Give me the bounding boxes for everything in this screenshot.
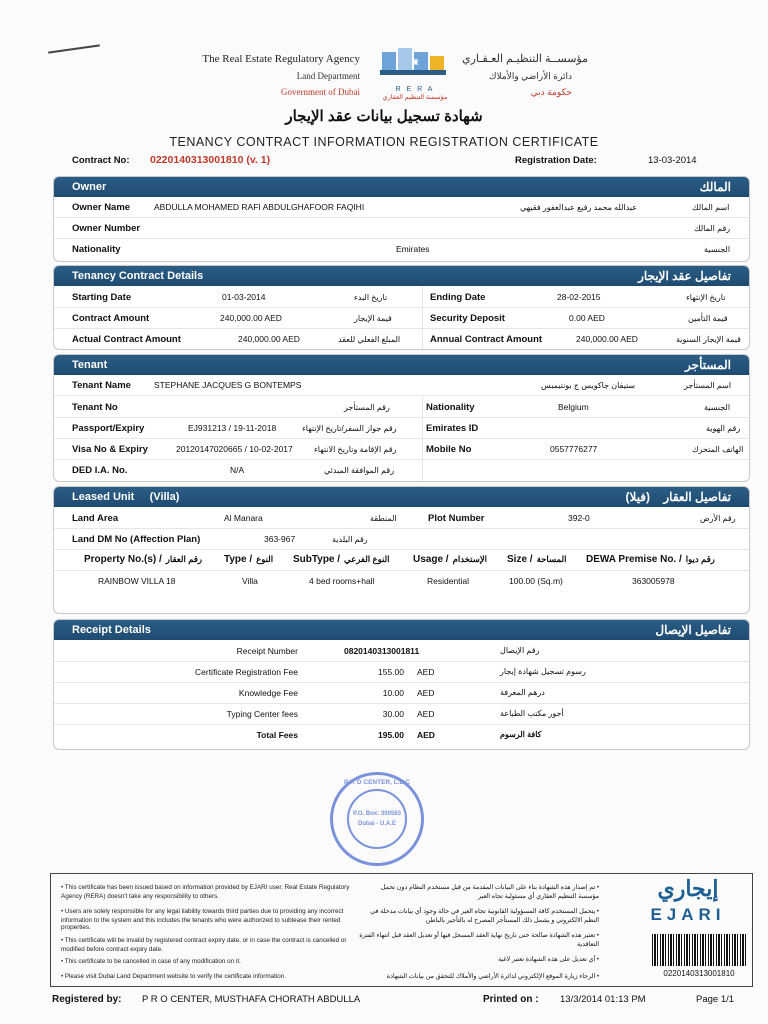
fee-currency: AED [417, 688, 435, 698]
col-usage: Usage / الإستخدام [413, 554, 488, 565]
tenant-title-ar: المستأجر [685, 358, 731, 372]
ded-ar-label: رقم الموافقة المبدئي [324, 466, 395, 475]
fee-label: Certificate Registration Fee [195, 667, 298, 677]
contract-section [53, 265, 750, 350]
fee-value: 30.00 [382, 709, 404, 719]
annual-amount-ar-label: قيمة الإيجار السنوية [676, 335, 741, 344]
land-area-ar-label: المنطقة [370, 514, 397, 523]
tenant-no-label: Tenant No [72, 402, 118, 413]
unit-type-paren-ar: (فيلا) [625, 490, 651, 504]
owner-header [54, 177, 749, 197]
logo-text-ar: مؤسسة التنظيم العقاري [382, 94, 448, 101]
unit-section [53, 486, 750, 614]
tenant-nationality-label: Nationality [426, 402, 475, 413]
note-ar: • تعتبر هذه الشهادة صالحة حتى تاريخ نهاية العقد المسجل فيها أو تعديل العقد قبل انتهاء الفترة التعاقدية [359, 932, 599, 948]
ejari-logo-ar: إيجاري [657, 876, 719, 901]
col-property-ar: رقم العقار [165, 554, 203, 564]
rera-logo [378, 44, 452, 100]
tenant-no-ar-label: رقم المستأجر [344, 403, 390, 412]
unit-title: Leased Unit [72, 491, 135, 503]
tenant-header [54, 355, 749, 375]
ejari-logo-en: EJARI [650, 905, 726, 924]
note-ar: • الرجاء زيارة الموقع الإلكتروني لدائرة الأراضي والأملاك للتحقق من بيانات الشهادة [386, 973, 599, 980]
note-ar: • تم إصدار هذه الشهادة بناء على البيانات المقدمة من قبل مستخدم النظام دون تحمل مؤسسة التنظيم العقاري أي مسئولية تجاه الغير [380, 884, 599, 900]
barcode [652, 934, 746, 966]
note-en: • This certificate has been issued based on information provided by EJARI user. Real Estate Regulatory Agency (RERA) doesn't take any responsibility to others. [61, 884, 350, 900]
fee-currency: AED [417, 667, 435, 677]
unit-table-header [54, 550, 750, 571]
mobile-ar-label: الهاتف المتحرك [692, 445, 744, 454]
note-en: • This certificate will be invalid by registered contract expiry date, or in case the contract is cancelled or modified before contract expiry date. [61, 937, 347, 953]
fee-ar: درهم المعرفة [500, 688, 545, 697]
security-deposit-label: Security Deposit [430, 313, 505, 324]
unit-header [54, 487, 749, 507]
visa-value: 20120147020665 / 10-02-2017 [176, 444, 293, 454]
col-dewa-ar: رقم ديوا [685, 554, 715, 564]
note-en: • This certificate to be cancelled in case of any modification on it. [61, 958, 241, 965]
certificate-title-ar: شهادة تسجيل بيانات عقد الإيجار [285, 108, 483, 125]
owner-name: ABDULLA MOHAMED RAFI ABDULGHAFOOR FAQIHI [154, 202, 365, 212]
dates-row [54, 287, 750, 308]
land-area-label: Land Area [72, 513, 119, 524]
col-property: Property No.(s) / رقم العقار [84, 554, 203, 565]
dm-label: Land DM No (Affection Plan) [72, 534, 201, 545]
registered-by: P R O CENTER, MUSTHAFA CHORATH ABDULLA [142, 994, 361, 1005]
start-date-ar-label: تاريخ البدء [354, 293, 388, 302]
tenant-name: STEPHANE JACQUES G BONTEMPS [154, 380, 302, 390]
col-dewa: DEWA Premise No. / رقم ديوا [586, 554, 715, 565]
tenant-nationality: Belgium [558, 402, 589, 412]
owner-name-ar-label: اسم المالك [692, 203, 730, 212]
col-subtype: SubType / النوع الفرعي [293, 554, 390, 565]
stamp-line2: P.O. Box: 300593 [353, 811, 401, 817]
actual-amount-label: Actual Contract Amount [72, 334, 181, 345]
dm-ar-label: رقم البلدية [332, 535, 368, 544]
fee-ar: أجور مكتب الطباعة [500, 709, 564, 718]
contract-header [54, 266, 749, 286]
government-ar: حكومة دبي [530, 87, 572, 97]
cell-property: RAINBOW VILLA 18 [98, 576, 176, 586]
cell-size: 100.00 (Sq.m) [509, 576, 563, 586]
printed-on: 13/3/2014 01:13 PM [560, 994, 646, 1005]
owner-nationality: Emirates [396, 244, 430, 254]
cell-usage: Residential [427, 576, 470, 586]
total-label: Total Fees [256, 730, 298, 740]
land-dept-en: Land Department [296, 71, 360, 81]
owner-title-ar: المالك [699, 180, 731, 194]
fee-currency: AED [417, 709, 435, 719]
land-dept-ar: دائرة الأراضي والأملاك [489, 71, 572, 81]
end-date: 28-02-2015 [557, 292, 601, 302]
cell-type: Villa [242, 576, 258, 586]
owner-nationality-label: Nationality [72, 244, 121, 255]
land-area-row [54, 508, 750, 529]
contract-amount-ar-label: قيمة الإيجار [354, 314, 392, 323]
col-subtype-ar: النوع الفرعي [344, 554, 390, 564]
visa-row [54, 439, 750, 460]
owner-nationality-ar-label: الجنسية [704, 245, 731, 254]
contract-amount: 240,000.00 AED [220, 313, 282, 323]
pen-mark [48, 44, 100, 53]
passport-label: Passport/Expiry [72, 423, 145, 434]
fee-value: 10.00 [382, 688, 404, 698]
amounts-row [54, 308, 750, 329]
col-size-ar: المساحة [536, 554, 567, 564]
receipt-number-label: Receipt Number [236, 646, 298, 656]
government-en: Government of Dubai [281, 87, 360, 97]
unit-table-row [54, 571, 750, 592]
receipt-title-ar: تفاصيل الإيصال [655, 623, 731, 637]
owner-number-row [54, 218, 750, 239]
tenant-title: Tenant [72, 359, 108, 371]
annual-amount-label: Annual Contract Amount [430, 334, 543, 345]
plot-number-label: Plot Number [428, 513, 485, 524]
visa-ar-label: رقم الإقامة وتاريخ الانتهاء [314, 445, 397, 454]
tenant-name-row [54, 375, 750, 396]
receipt-number: 0820140313001811 [344, 646, 420, 656]
barcode-text: 0220140313001810 [663, 969, 735, 978]
tenant-name-ar-label: اسم المستأجر [684, 381, 732, 390]
plot-number-ar-label: رقم الأرض [700, 514, 736, 523]
contract-no-label: Contract No: [72, 155, 130, 166]
tenant-section [53, 354, 750, 482]
actual-amount-ar-label: المبلغ الفعلي للعقد [338, 335, 401, 344]
end-date-ar-label: تاريخ الإنتهاء [686, 293, 726, 302]
ded-value: N/A [230, 465, 245, 475]
owner-title: Owner [72, 181, 107, 193]
note-en: • Users are solely responsible for any legal liability towards third parties due to providing any incorrect information to the system and this includes the tenants who were authorized to sublease their rented properties. [61, 908, 344, 931]
annual-amount: 240,000.00 AED [576, 334, 638, 344]
printed-on-label: Printed on : [483, 994, 539, 1005]
dm-value: 363-967 [264, 534, 296, 544]
disclaimer-box [50, 873, 753, 987]
fee-row [54, 662, 750, 683]
dm-row [54, 529, 750, 550]
tenant-nationality-ar-label: الجنسية [704, 403, 731, 412]
col-type-ar: النوع [256, 554, 274, 564]
unit-title-ar: تفاصيل العقار [663, 490, 731, 504]
passport-value: EJ931213 / 19-11-2018 [188, 423, 277, 433]
owner-number-label: Owner Number [72, 223, 141, 234]
cell-dewa: 363005978 [632, 576, 675, 586]
total-value: 195.00 [378, 730, 404, 740]
emirates-id-label: Emirates ID [426, 423, 479, 434]
owner-nationality-row [54, 239, 750, 260]
fee-row [54, 683, 750, 704]
page-number: Page 1/1 [696, 994, 735, 1005]
receipt-section [53, 619, 750, 750]
note-ar: • يتحمل المستخدم كافة المسؤولية القانونية تجاه الغير في حالة وجود أي بيانات مدخلة في النظم الالكتروني و يشمل ذلك المستأجر المصرح له بالتأجير بالباطن [370, 908, 599, 924]
plot-number: 392-0 [568, 513, 590, 523]
owner-name-label: Owner Name [72, 202, 131, 213]
passport-ar-label: رقم جواز السفر/تاريخ الإنتهاء [302, 424, 397, 433]
fee-ar: رسوم تسجيل شهادة إيجار [500, 667, 586, 676]
receipt-number-row [54, 641, 750, 662]
actual-amount: 240,000.00 AED [238, 334, 300, 344]
owner-name-ar-value: عبدالله محمد رفيع عبدالغفور فقيهي [520, 203, 638, 212]
ded-label: DED I.A. No. [72, 465, 128, 476]
start-date-label: Starting Date [72, 292, 132, 303]
end-date-label: Ending Date [430, 292, 486, 303]
total-row [54, 725, 750, 746]
receipt-title: Receipt Details [72, 624, 151, 636]
stamp-line3: Dubai - U.A.E [357, 821, 396, 827]
agency-name-ar: مؤسســة التنظيـم العـقـاري [462, 53, 588, 65]
security-deposit: 0.00 AED [569, 313, 605, 323]
owner-name-row [54, 197, 750, 218]
stamp-line1: P R O CENTER, L.L.C [344, 779, 410, 786]
col-size: Size / المساحة [507, 554, 567, 565]
receipt-number-ar: رقم الإيصال [500, 646, 540, 655]
total-ar: كافة الرسوم [500, 730, 542, 739]
total-currency: AED [417, 730, 435, 740]
visa-label: Visa No & Expiry [72, 444, 148, 455]
mobile-label: Mobile No [426, 444, 472, 455]
fee-value: 155.00 [378, 667, 404, 677]
registration-date: 13-03-2014 [648, 155, 697, 166]
emirates-id-ar-label: رقم الهوية [706, 424, 741, 433]
registered-by-label: Registered by: [52, 994, 122, 1005]
owner-section [53, 176, 750, 262]
logo-text: R E R A [395, 86, 435, 93]
registration-date-label: Registration Date: [515, 155, 597, 166]
tenant-name-label: Tenant Name [72, 380, 131, 391]
note-en: • Please visit Dubai Land Department website to verify the certificate information. [61, 973, 286, 980]
ded-row [54, 460, 750, 481]
land-area: Al Manara [224, 513, 263, 523]
cell-subtype: 4 bed rooms+hall [309, 576, 375, 586]
unit-type-paren: (Villa) [149, 491, 180, 503]
agency-name-en: The Real Estate Regulatory Agency [202, 53, 360, 65]
fee-label: Knowledge Fee [238, 688, 298, 698]
contract-title-ar: تفاصيل عقد الإيجار [638, 269, 731, 283]
owner-number-ar-label: رقم المالك [694, 224, 731, 233]
contract-no: 0220140313001810 (v. 1) [150, 154, 271, 166]
certificate-title-en: TENANCY CONTRACT INFORMATION REGISTRATION CERTIFICATE [169, 135, 599, 149]
start-date: 01-03-2014 [222, 292, 266, 302]
contract-amount-label: Contract Amount [72, 313, 150, 324]
security-deposit-ar-label: قيمة التأمين [688, 314, 728, 323]
tenant-no-row [54, 397, 750, 418]
col-type: Type / النوع [224, 554, 274, 565]
svg-text:▣: ▣ [411, 57, 419, 66]
actual-row [54, 329, 750, 350]
tenant-name-ar-value: ستيفان جاكويس ج بونتيمبس [541, 381, 636, 390]
passport-row [54, 418, 750, 439]
company-stamp [330, 772, 424, 866]
note-ar: • أي تعديل على هذه الشهادة تعتبر لاغية [497, 956, 599, 963]
mobile-value: 0557776277 [550, 444, 598, 454]
col-usage-ar: الإستخدام [452, 554, 488, 564]
contract-title: Tenancy Contract Details [72, 270, 204, 282]
fee-label: Typing Center fees [226, 709, 298, 719]
receipt-header [54, 620, 749, 640]
fee-row [54, 704, 750, 725]
